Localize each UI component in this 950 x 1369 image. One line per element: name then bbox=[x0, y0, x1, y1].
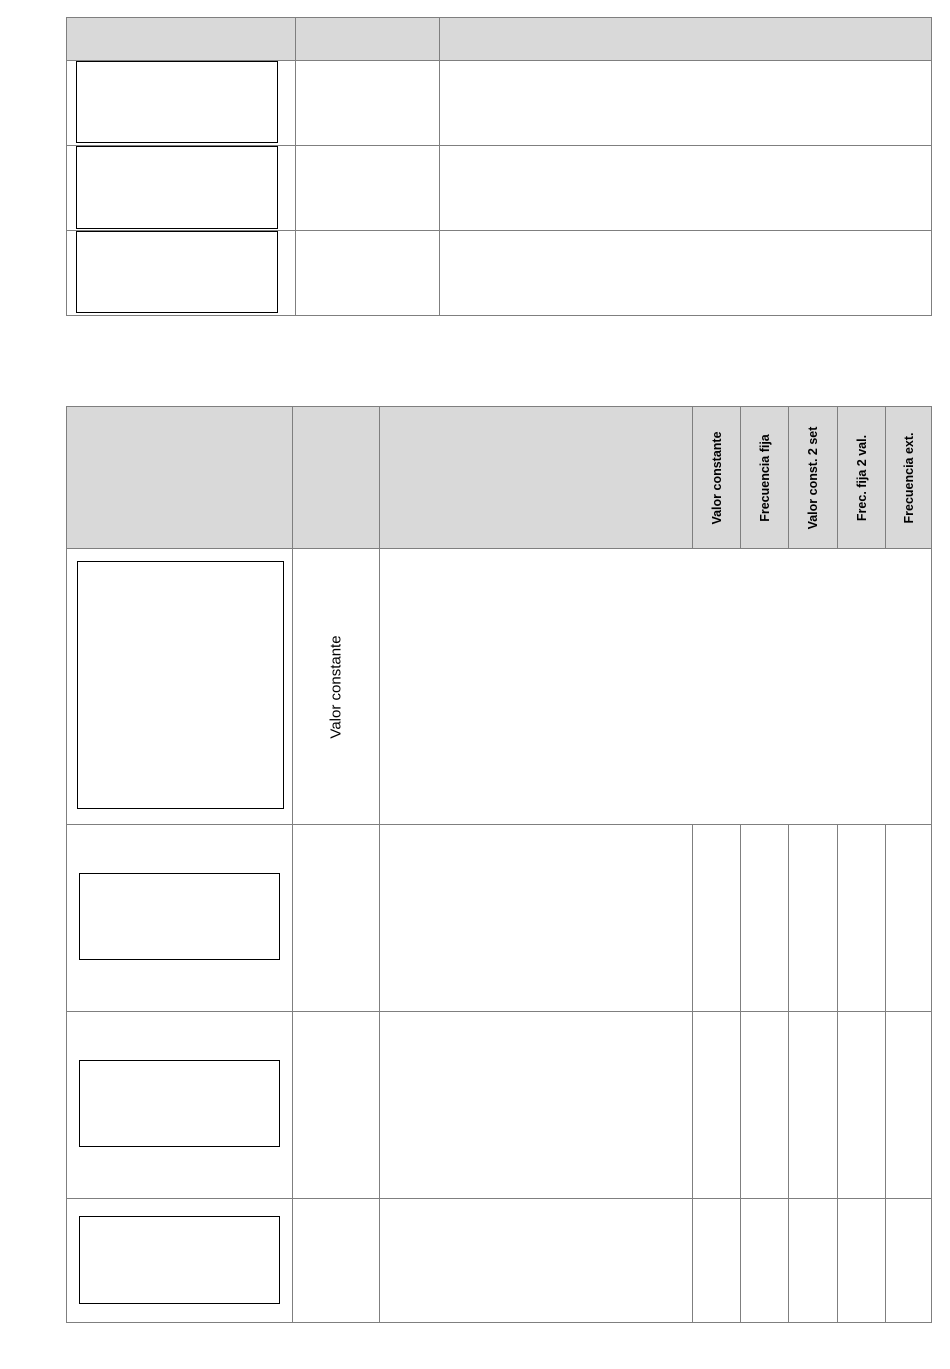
table1-header-col1 bbox=[66, 17, 296, 61]
table2-header-mode1 bbox=[692, 406, 741, 549]
header-frec-fija-2-val: Frec. fija 2 val. bbox=[854, 434, 869, 521]
header-valor-const-2-set: Valor const. 2 set bbox=[806, 426, 820, 529]
row1-label-valor-constante: Valor constante bbox=[327, 634, 345, 739]
table2-header-mode5 bbox=[885, 406, 932, 549]
table2-row1-description bbox=[379, 548, 932, 825]
table2-row4-mode2 bbox=[740, 1198, 789, 1323]
table1-row3-col3 bbox=[439, 230, 932, 316]
table2-header-mode3 bbox=[788, 406, 838, 549]
table2-row3-image-frame bbox=[79, 1060, 280, 1147]
table2-row2-col2 bbox=[292, 824, 380, 1012]
table2-row3-mode5 bbox=[885, 1011, 932, 1199]
table2-header-col1 bbox=[66, 406, 293, 549]
table2-row2-col3 bbox=[379, 824, 693, 1012]
table2-row2-image-frame bbox=[79, 873, 280, 960]
table2-row4-image-frame bbox=[79, 1216, 280, 1304]
table1-row3-image-frame bbox=[76, 231, 278, 313]
table2-row3-mode3 bbox=[788, 1011, 838, 1199]
table2-row1-col2 bbox=[292, 548, 380, 825]
table1-row2-col2 bbox=[295, 145, 440, 231]
table1-row3-col2 bbox=[295, 230, 440, 316]
table2-row4-col3 bbox=[379, 1198, 693, 1323]
header-frecuencia-ext: Frecuencia ext. bbox=[901, 431, 916, 524]
table2-row3-mode4 bbox=[837, 1011, 886, 1199]
table1-row2-image-frame bbox=[76, 146, 278, 229]
table1-row1-col2 bbox=[295, 60, 440, 146]
table2-row4-mode5 bbox=[885, 1198, 932, 1323]
table2-row4-mode3 bbox=[788, 1198, 838, 1323]
header-frecuencia-fija: Frecuencia fija bbox=[757, 433, 772, 522]
table2-row1-image-frame bbox=[77, 561, 284, 809]
table2-row4-col2 bbox=[292, 1198, 380, 1323]
table2-row2-mode1 bbox=[692, 824, 741, 1012]
table1-row2-col3 bbox=[439, 145, 932, 231]
table2-header-mode2 bbox=[740, 406, 789, 549]
table1-header-col3 bbox=[439, 17, 932, 61]
table2-row2-mode3 bbox=[788, 824, 838, 1012]
table2-row3-mode2 bbox=[740, 1011, 789, 1199]
table2-row2-mode2 bbox=[740, 824, 789, 1012]
table2-row4-mode4 bbox=[837, 1198, 886, 1323]
table2-row2-mode5 bbox=[885, 824, 932, 1012]
table2-row4-mode1 bbox=[692, 1198, 741, 1323]
table2-row3-mode1 bbox=[692, 1011, 741, 1199]
header-valor-constante: Valor constante bbox=[709, 430, 724, 525]
table2-header-col3 bbox=[379, 406, 693, 549]
table2-header-mode4 bbox=[837, 406, 886, 549]
table2-row3-col2 bbox=[292, 1011, 380, 1199]
table2-header-col2 bbox=[292, 406, 380, 549]
table1-header-col2 bbox=[295, 17, 440, 61]
table1-row1-col3 bbox=[439, 60, 932, 146]
table2-row2-mode4 bbox=[837, 824, 886, 1012]
table2-row3-col3 bbox=[379, 1011, 693, 1199]
table1-row1-image-frame bbox=[76, 61, 278, 143]
